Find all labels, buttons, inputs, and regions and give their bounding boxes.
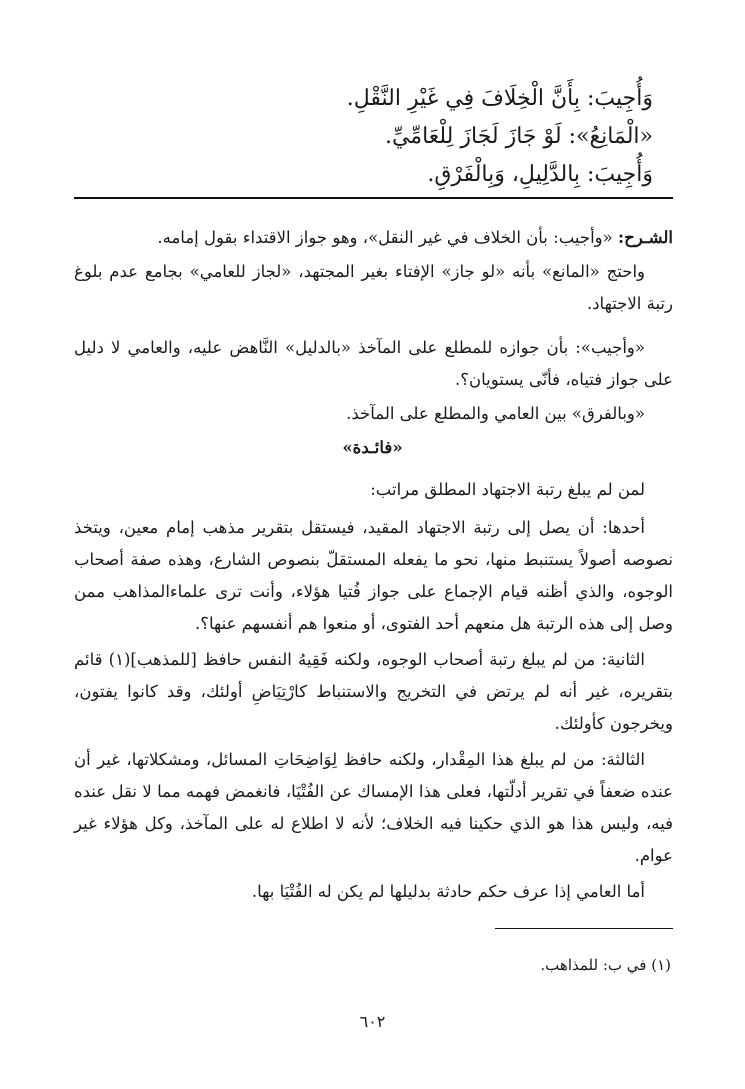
sharh-label: الشـرح: bbox=[617, 228, 673, 247]
matn-line: «الْمَانِعُ»: لَوْ جَازَ لَجَازَ لِلْعَامِّيِّ. bbox=[384, 124, 653, 149]
section-heading: «فائـدة» bbox=[342, 438, 403, 457]
page-number: ٦٠٢ bbox=[359, 1012, 386, 1031]
section-divider bbox=[74, 197, 673, 199]
paragraph: «وبالفرق» بين العامي والمطلع على المآخذ. bbox=[346, 404, 645, 423]
closing-paragraph: أما العامي إذا عرف حكم حادثة بدليلها لم يكن له الفُتْيَا بها. bbox=[251, 882, 645, 901]
intro-line: لمن لم يبلغ رتبة الاجتهاد المطلق مراتب: bbox=[370, 480, 645, 499]
footnote: (١) في ب: للمذاهب. bbox=[540, 956, 671, 974]
level-paragraph: الثانية: من لم يبلغ رتبة أصحاب الوجوه، ولكنه فَقِيهُ النفس حافظ [للمذهب](١) قائم بتقريره، غير أنه لم يرتض في التخريج والاستنباط كارْتِيَاضِ أولئك، وقد كانوا يفتون، ويخرجون كأولئك. bbox=[74, 650, 673, 733]
matn-line: وَأُجِيبَ: بِأَنَّ الْخِلَافَ فِي غَيْرِ النَّقْلِ. bbox=[346, 86, 653, 111]
paragraph: «وأجيب»: بأن جوازه للمطلع على المآخذ «بالدليل» النَّاهض عليه، والعامي لا دليل على جواز فتياه، فأنّى يستويان؟. bbox=[74, 338, 673, 389]
matn-verse-block bbox=[93, 80, 653, 194]
matn-line: وَأُجِيبَ: بِالدَّلِيلِ، وَبِالْفَرْقِ. bbox=[427, 162, 653, 187]
level-paragraph: الثالثة: من لم يبلغ هذا المِقْدار، ولكنه حافظ لِوَاضِحَاتِ المسائل، ومشكلاتها، غير أن عنده ضعفاً في تقرير أدلّتها، فعلى هذا الإمساك عن الفُتْيَا، فانغمض فهمه مما لا نقل عنده فيه، وليس هذا هو الذي حكينا فيه الخلاف؛ لأنه لا اطلاع له على المآخذ، وكل هؤلاء غير عوام. bbox=[74, 750, 673, 865]
sharh-text: «وأجيب: بأن الخلاف في غير النقل»، وهو جواز الاقتداء بقول إمامه. bbox=[157, 228, 613, 247]
level-paragraph: أحدها: أن يصل إلى رتبة الاجتهاد المقيد، فيستقل بتقرير مذهب إمام معين، ويتخذ نصوصه أصولاً يستنبط منها، نحو ما يفعله المستقلّ بنصوص الشارع، وهذه صفة أصحاب الوجوه، والذي أظنه قيام الإجماع على جواز فُتيا هؤلاء، وأنت ترى علماءالمذاهب ممن وصل إلى هذه الرتبة هل منعهم أحد الفتوى، أو منعوا هم أنفسهم عنها؟. bbox=[74, 518, 673, 633]
sharh-paragraph bbox=[74, 222, 673, 254]
footnote-divider bbox=[495, 928, 673, 929]
paragraph: واحتج «المانع» بأنه «لو جاز» الإفتاء بغير المجتهد، «لجاز للعامي» بجامع عدم بلوغ رتبة الاجتهاد. bbox=[74, 262, 673, 313]
